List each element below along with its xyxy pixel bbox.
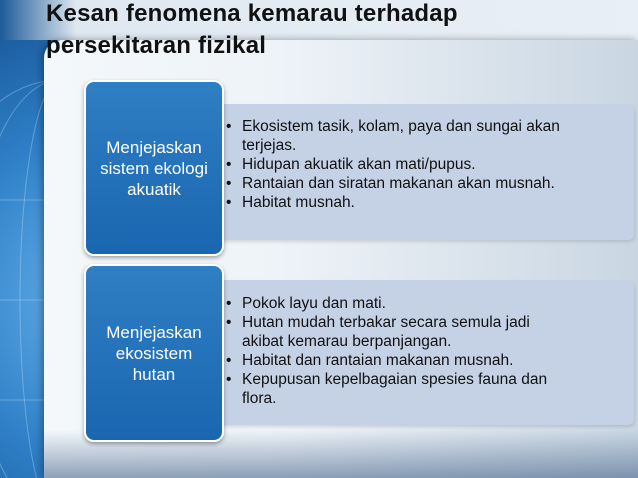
section-aquatic-label-text: Menjejaskan sistem ekologi akuatik: [100, 137, 208, 199]
list-item: • Hutan mudah terbakar secara semula jadi akibat kemarau berpanjangan.: [226, 313, 560, 351]
list-item: • Pokok layu dan mati.: [226, 294, 560, 313]
section-aquatic: [84, 80, 560, 252]
list-item: • Ekosistem tasik, kolam, paya dan sungai akan terjejas.: [226, 117, 560, 155]
list-item: • Rantaian dan siratan makanan akan musnah.: [226, 174, 560, 193]
list-item: • Habitat dan rantaian makanan musnah.: [226, 351, 560, 370]
section-forest-bullets: [226, 294, 560, 408]
title-line-1: Kesan fenomena kemarau terhadap: [46, 0, 458, 27]
list-item: • Hidupan akuatik akan mati/pupus.: [226, 155, 560, 174]
section-forest-label: [84, 264, 224, 442]
list-item: • Habitat musnah.: [226, 193, 560, 212]
title-line-2: persekitaran fizikal: [46, 32, 267, 59]
section-forest-label-text: Menjejaskan ekosistem hutan: [106, 322, 202, 384]
section-aquatic-bullets: [226, 117, 560, 212]
list-item: • Kepupusan kepelbagaian spesies fauna dan flora.: [226, 370, 560, 408]
slide-title: [46, 0, 458, 62]
section-forest: [84, 264, 554, 438]
section-aquatic-label: [84, 80, 224, 256]
section-forest-content: [194, 280, 634, 425]
section-aquatic-content: [194, 104, 634, 240]
